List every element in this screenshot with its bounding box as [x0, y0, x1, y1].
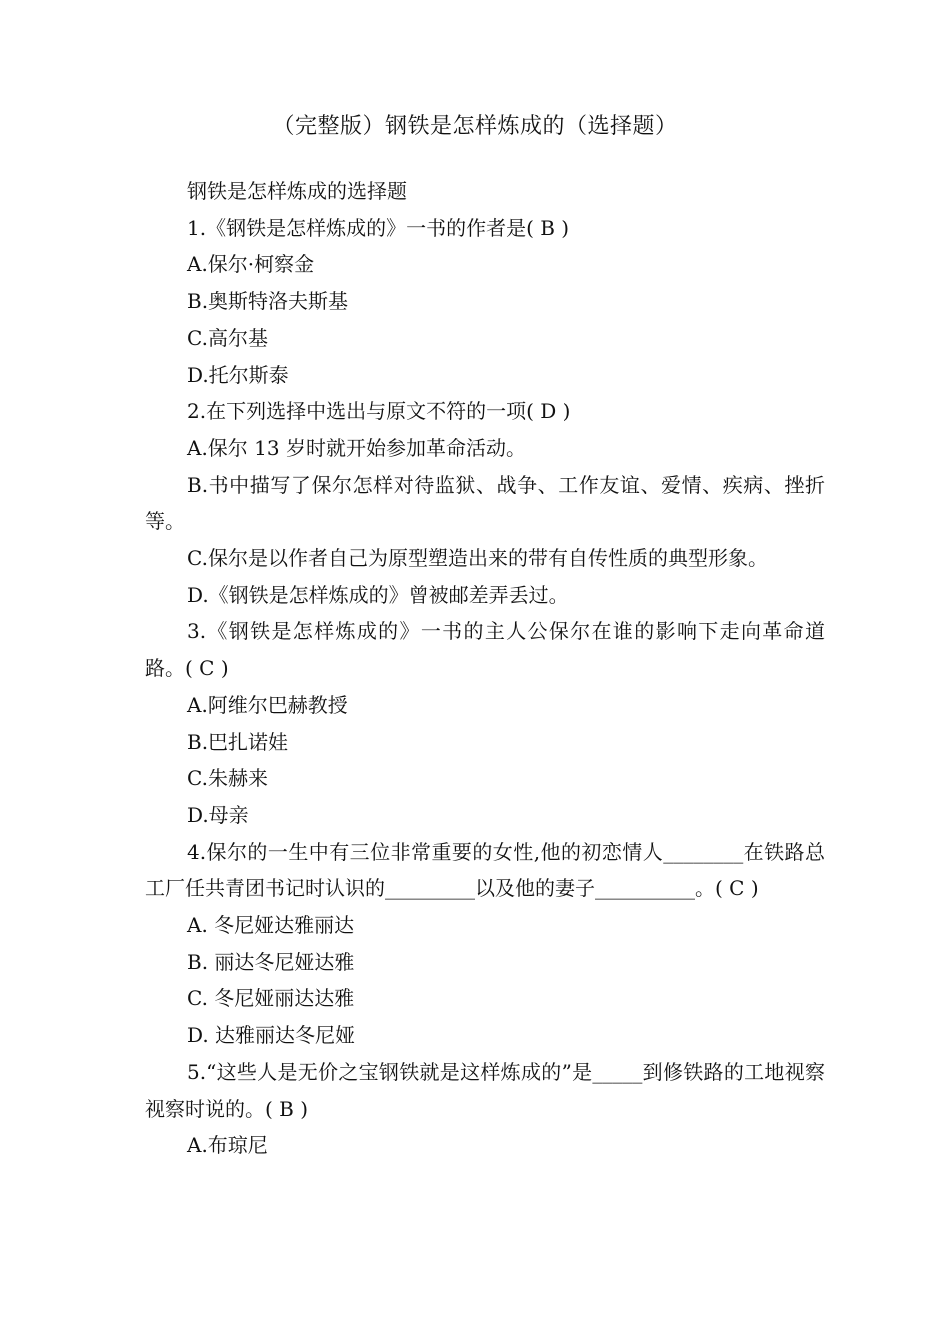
- option-c: C.保尔是以作者自己为原型塑造出来的带有自传性质的典型形象。: [187, 546, 768, 571]
- option-b: B.奥斯特洛夫斯基: [187, 289, 349, 314]
- option-d: D.托尔斯泰: [187, 362, 289, 387]
- document-title: （完整版）钢铁是怎样炼成的（选择题）: [272, 114, 678, 139]
- question-stem: 4.保尔的一生中有三位非常重要的女性,他的初恋情人________在铁路总工厂任共青团书记时认识的_________以及他的妻子__________。( C ): [145, 839, 825, 901]
- option-a: A.保尔·柯察金: [187, 252, 315, 277]
- question-5: [145, 1054, 825, 1164]
- document-body: [145, 173, 825, 1164]
- question-3: [145, 613, 825, 833]
- option-b: B.书中描写了保尔怎样对待监狱、战争、工作友谊、爱情、疾病、挫折等。: [145, 472, 825, 534]
- option-a: A.保尔 13 岁时就开始参加革命活动。: [187, 435, 526, 460]
- question-1: [145, 210, 825, 394]
- question-stem: 5.“这些人是无价之宝钢铁就是这样炼成的”是_____到修铁路的工地视察视察时说的。( B ): [145, 1059, 825, 1121]
- option-c: C. 冬尼娅丽达达雅: [187, 986, 355, 1011]
- question-4: [145, 834, 825, 1054]
- option-b: B.巴扎诺娃: [187, 729, 289, 754]
- question-stem: 3.《钢铁是怎样炼成的》一书的主人公保尔在谁的影响下走向革命道路。( C ): [145, 619, 825, 681]
- option-d: D. 达雅丽达冬尼娅: [187, 1023, 356, 1048]
- question-stem: 2.在下列选择中选出与原文不符的一项( D ): [187, 399, 571, 424]
- option-d: D.《钢铁是怎样炼成的》曾被邮差弄丢过。: [187, 582, 569, 607]
- question-stem: 1.《钢铁是怎样炼成的》一书的作者是( B ): [187, 215, 570, 240]
- section-heading: 钢铁是怎样炼成的选择题: [187, 179, 407, 203]
- option-c: C.高尔基: [187, 325, 268, 350]
- option-c: C.朱赫来: [187, 766, 268, 791]
- option-d: D.母亲: [187, 802, 249, 827]
- option-b: B. 丽达冬尼娅达雅: [187, 949, 355, 974]
- option-a: A. 冬尼娅达雅丽达: [187, 913, 355, 938]
- option-a: A.阿维尔巴赫教授: [187, 692, 348, 717]
- question-2: [145, 393, 825, 613]
- option-a: A.布琼尼: [187, 1133, 268, 1158]
